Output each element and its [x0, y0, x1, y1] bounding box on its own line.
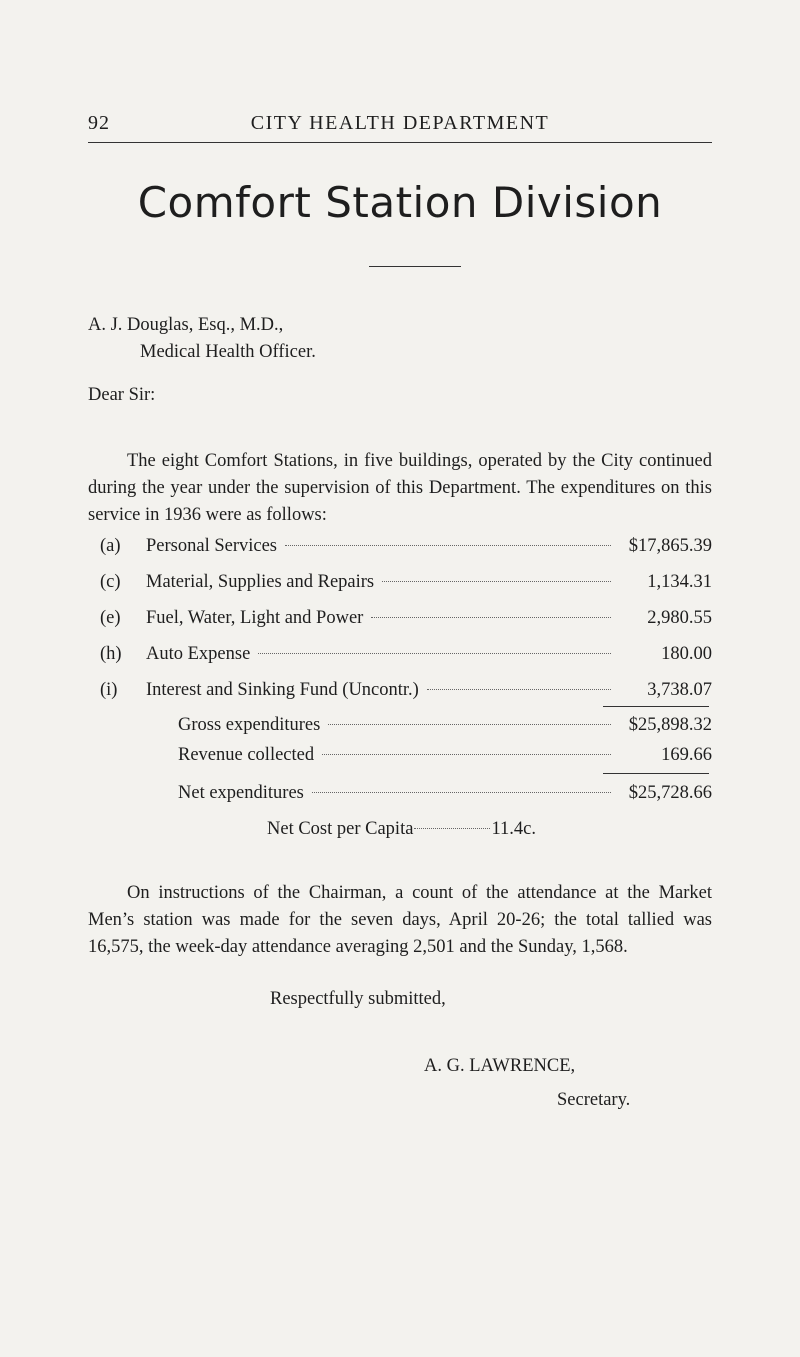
subtotal-rule: [603, 706, 709, 707]
expenditure-code: (e): [100, 608, 121, 628]
dot-leader: [427, 689, 611, 690]
signature-name: A. G. LAWRENCE,: [424, 1056, 576, 1076]
npc-value: 11.4c.: [491, 819, 536, 839]
addressee-name: A. J. Douglas, Esq., M.D.,: [88, 315, 284, 335]
salutation: Dear Sir:: [88, 385, 156, 405]
signature-title: Secretary.: [557, 1090, 631, 1110]
dot-leader: [328, 724, 611, 725]
gross-expenditures-row: [178, 712, 712, 739]
dot-leader: [371, 617, 611, 618]
dot-leader: [322, 754, 611, 755]
expenditure-label: Material, Supplies and Repairs: [146, 572, 375, 592]
revenue-amount: 169.66: [661, 745, 712, 765]
attendance-paragraph: On instructions of the Chairman, a count of the attendance at the Market Men’s station was made for the seven days, April 20-26; the total tallied was 16,575, the week-day attendance averaging 2,501 and the Sunday, 1,568.: [88, 883, 712, 957]
npc-label: Net Cost per Capita: [267, 819, 414, 839]
expenditure-amount: 3,738.07: [647, 680, 712, 700]
page-number: 92: [88, 112, 110, 134]
expenditure-code: (a): [100, 536, 121, 556]
expenditure-row: [88, 677, 712, 704]
expenditure-row: [88, 569, 712, 596]
expenditure-label: Auto Expense: [146, 644, 251, 664]
expenditure-amount: 2,980.55: [647, 608, 712, 628]
net-label: Net expenditures: [178, 783, 304, 803]
expenditure-code: (h): [100, 644, 122, 664]
page-header: [88, 112, 712, 143]
expenditure-row: [88, 533, 712, 560]
title-divider: [369, 266, 461, 267]
intro-paragraph: The eight Comfort Stations, in five buildings, operated by the City continued during the year under the supervision of this Department. The expenditures on this service in 1936 were as follows:: [88, 451, 712, 525]
addressee: [88, 312, 316, 366]
expenditure-amount: 1,134.31: [647, 572, 712, 592]
expenditure-label: Personal Services: [146, 536, 278, 556]
net-cost-per-capita: [267, 816, 536, 843]
net-expenditures-row: [178, 780, 712, 807]
dot-leader: [414, 828, 490, 829]
addressee-position: Medical Health Officer.: [140, 342, 316, 362]
revenue-collected-row: [178, 742, 712, 769]
expenditure-amount: $17,865.39: [628, 536, 712, 556]
gross-label: Gross expenditures: [178, 715, 321, 735]
expenditure-row: [88, 605, 712, 632]
dot-leader: [258, 653, 611, 654]
dot-leader: [312, 792, 611, 793]
net-amount: $25,728.66: [628, 783, 712, 803]
expenditure-label: Interest and Sinking Fund (Uncontr.): [146, 680, 419, 700]
expenditure-code: (c): [100, 572, 121, 592]
expenditure-code: (i): [100, 680, 118, 700]
dot-leader: [285, 545, 611, 546]
revenue-label: Revenue collected: [178, 745, 315, 765]
page-title: Comfort Station Division: [137, 178, 663, 227]
running-title: CITY HEALTH DEPARTMENT: [250, 112, 550, 134]
closing: Respectfully submitted,: [270, 989, 446, 1009]
expenditure-row: [88, 641, 712, 668]
total-rule: [603, 773, 709, 774]
expenditure-amount: 180.00: [661, 644, 712, 664]
gross-amount: $25,898.32: [628, 715, 712, 735]
dot-leader: [382, 581, 611, 582]
expenditure-label: Fuel, Water, Light and Power: [146, 608, 364, 628]
